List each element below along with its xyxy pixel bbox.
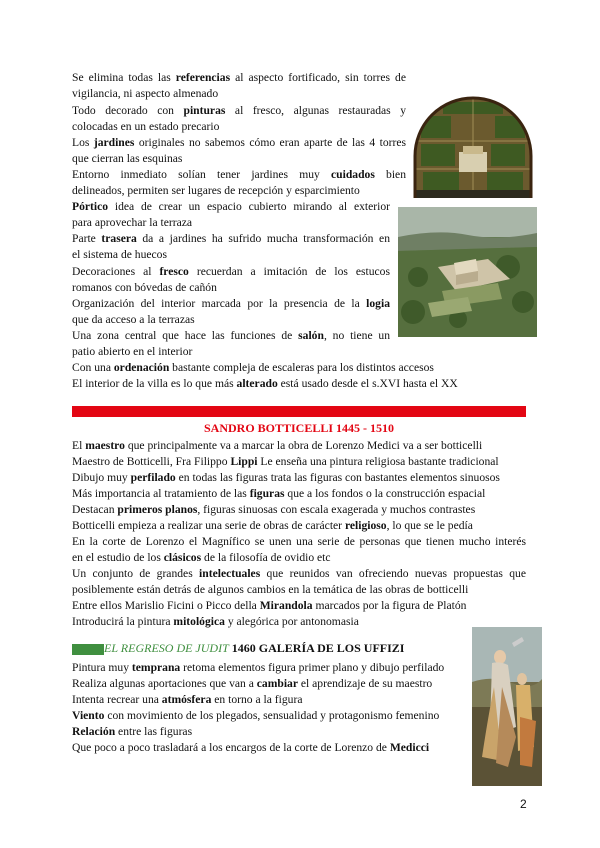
bold-keyword: Medicci: [389, 741, 430, 754]
bold-keyword: cuidados: [331, 168, 375, 181]
subtitle-italic: EL REGRESO DE JUDIT: [104, 641, 229, 655]
bold-keyword: clásicos: [163, 551, 202, 564]
text-line: [72, 454, 499, 470]
text-line: [72, 183, 360, 199]
bold-keyword: Relación: [72, 725, 116, 738]
text-run: Un conjunto de grandes: [72, 567, 200, 580]
text-run: El: [72, 439, 86, 452]
text-line: [72, 264, 390, 280]
text-run: Introducirá la pintura: [72, 615, 174, 628]
subtitle: [104, 640, 404, 656]
bold-keyword: salón: [298, 329, 324, 342]
text-line: [72, 296, 390, 312]
text-run: El interior de la villa es lo que más: [72, 377, 237, 390]
text-line: [72, 167, 406, 183]
text-line: [72, 119, 219, 135]
text-line: [72, 676, 432, 692]
bold-keyword: Viento: [72, 709, 105, 722]
text-run: Todo decorado con: [72, 104, 184, 117]
text-run: , lo que se le pedía: [386, 519, 473, 532]
text-run: Los: [72, 136, 94, 149]
text-line: [72, 247, 167, 263]
text-line: [72, 103, 406, 119]
text-run: está usado desde el s.XVI hasta el XX: [277, 377, 458, 390]
text-line: [72, 280, 217, 296]
text-run: que principalmente va a marcar la obra de Lorenzo Medici va a ser botticelli: [124, 439, 483, 452]
section-red-bar: [72, 406, 526, 417]
text-line: [72, 376, 458, 392]
text-run: Intenta recrear una: [72, 693, 162, 706]
bold-keyword: Pórtico: [72, 200, 109, 213]
bold-keyword: logia: [366, 297, 390, 310]
text-run: Decoraciones al: [72, 265, 160, 278]
text-run: vigilancia, ni aspecto almenado: [72, 87, 219, 100]
text-run: originales no sabemos cómo eran aparte de las 4 torres: [134, 136, 406, 149]
text-run: en todas las figuras trata las figuras con bastantes elementos sinuosos: [175, 471, 500, 484]
text-run: patio abierto en el interior: [72, 345, 193, 358]
text-run: bien: [374, 168, 406, 181]
bold-keyword: alterado: [236, 377, 278, 390]
text-line: [72, 518, 473, 534]
bold-keyword: pinturas: [183, 104, 226, 117]
bold-keyword: Lippi: [230, 455, 258, 468]
text-run: En la corte de Lorenzo el Magnífico se unen una serie de personas que tienen mucho interés: [72, 535, 526, 548]
text-line: [72, 502, 475, 518]
text-run: Le enseña una pintura religiosa bastante tradicional: [257, 455, 499, 468]
text-line: [72, 470, 500, 486]
text-run: Una zona central que hace las funciones de: [72, 329, 299, 342]
text-line: [72, 660, 444, 676]
text-run: entre las figuras: [115, 725, 193, 738]
text-line: [72, 534, 526, 550]
bold-keyword: temprana: [131, 661, 181, 674]
text-line: [72, 151, 182, 167]
text-line: [72, 312, 195, 328]
villa-lunette-painting: [413, 96, 533, 200]
text-run: que cierran las esquinas: [72, 152, 183, 165]
text-run: idea de crear un espacio cubierto mirando al exterior: [108, 200, 390, 213]
text-line: [72, 724, 192, 740]
bold-keyword: perfilado: [130, 471, 176, 484]
text-run: posiblemente están detrás de algunos cambios en la temática de las obras de botticelli: [72, 583, 469, 596]
text-line: [72, 438, 482, 454]
section-title: SANDRO BOTTICELLI 1445 - 1510: [203, 421, 395, 435]
text-run: el sistema de huecos: [72, 248, 167, 261]
bold-keyword: cambiar: [256, 677, 298, 690]
bold-keyword: jardines: [93, 136, 135, 149]
bold-keyword: trasera: [101, 232, 137, 245]
text-run: Pintura muy: [72, 661, 132, 674]
bold-keyword: primeros planos: [117, 503, 198, 516]
text-run: da a jardines ha sufrido mucha transformación en: [136, 232, 390, 245]
text-run: romanos con bóvedas de cañón: [72, 281, 217, 294]
text-run: y alegórica por antonomasia: [224, 615, 359, 628]
bold-keyword: mitológica: [173, 615, 225, 628]
bold-keyword: intelectuales: [199, 567, 261, 580]
text-line: [72, 614, 359, 630]
text-run: al fresco, algunas restauradas y: [225, 104, 406, 117]
text-line: [72, 550, 331, 566]
text-run: con movimiento de los plegados, sensualidad y protagonismo femenino: [104, 709, 440, 722]
text-line: [72, 199, 390, 215]
text-run: de la filosofía de ovidio etc: [201, 551, 331, 564]
bold-keyword: fresco: [159, 265, 189, 278]
text-run: Realiza algunas aportaciones que van a: [72, 677, 257, 690]
bold-keyword: religioso: [344, 519, 387, 532]
text-line: [72, 360, 434, 376]
bold-keyword: Mirandola: [259, 599, 313, 612]
judith-painting: [472, 627, 542, 786]
subtitle-bold: 1460 GALERÍA DE LOS UFFIZI: [228, 641, 405, 655]
text-run: , figuras sinuosas con escala exagerada y muchos contrastes: [197, 503, 476, 516]
text-run: el aprendizaje de su maestro: [298, 677, 433, 690]
text-line: [72, 566, 526, 582]
text-line: [72, 70, 406, 86]
text-run: , no tiene un: [323, 329, 391, 342]
subtitle-green-block: [72, 644, 104, 655]
text-line: [72, 135, 406, 151]
text-run: al aspecto fortificado, sin torres de: [230, 71, 406, 84]
text-run: Maestro de Botticelli, Fra Filippo: [72, 455, 231, 468]
text-run: Que poco a poco trasladará a los encargos de la corte de Lorenzo de: [72, 741, 390, 754]
page-number: 2: [520, 797, 527, 811]
text-run: Entre ellos Marislio Ficini o Picco della: [72, 599, 260, 612]
text-run: delineados, permiten ser lugares de recepción y esparcimiento: [72, 184, 360, 197]
text-line: [72, 231, 390, 247]
text-run: Se elimina todas las: [72, 71, 176, 84]
text-run: Botticelli empieza a realizar una serie de obras de carácter: [72, 519, 345, 532]
text-run: Parte: [72, 232, 102, 245]
bold-keyword: maestro: [85, 439, 125, 452]
text-run: Organización del interior marcada por la presencia de la: [72, 297, 367, 310]
text-run: que reunidos van ofreciendo nuevas propuestas que: [260, 567, 526, 580]
text-run: en el estudio de los: [72, 551, 164, 564]
text-run: Dibujo muy: [72, 471, 131, 484]
text-run: que a los fondos o la construcción espacial: [284, 487, 486, 500]
text-run: Entorno inmediato solían tener jardines muy: [72, 168, 332, 181]
text-run: retoma elementos figura primer plano y dibujo perfilado: [180, 661, 445, 674]
text-line: [72, 598, 466, 614]
text-line: [72, 582, 468, 598]
text-line: [72, 692, 302, 708]
text-line: [72, 328, 390, 344]
text-line: [72, 86, 218, 102]
text-run: colocadas en un estado precario: [72, 120, 220, 133]
text-run: Más importancia al tratamiento de las: [72, 487, 250, 500]
text-run: Destacan: [72, 503, 118, 516]
text-run: Con una: [72, 361, 114, 374]
text-run: bastante compleja de escaleras para los distintos accesos: [169, 361, 434, 374]
bold-keyword: atmósfera: [161, 693, 212, 706]
bold-keyword: figuras: [249, 487, 285, 500]
text-run: en torno a la figura: [211, 693, 303, 706]
bold-keyword: ordenación: [113, 361, 170, 374]
text-line: [72, 486, 485, 502]
bold-keyword: referencias: [175, 71, 231, 84]
text-run: marcados por la figura de Platón: [312, 599, 467, 612]
text-run: recuerdan a imitación de los estucos: [188, 265, 390, 278]
text-run: para aprovechar la terraza: [72, 216, 193, 229]
text-line: [72, 740, 429, 756]
villa-aerial-photo: [398, 207, 537, 337]
text-line: [72, 708, 439, 724]
text-line: [72, 344, 192, 360]
text-line: [72, 215, 192, 231]
text-run: que da acceso a la terrazas: [72, 313, 195, 326]
